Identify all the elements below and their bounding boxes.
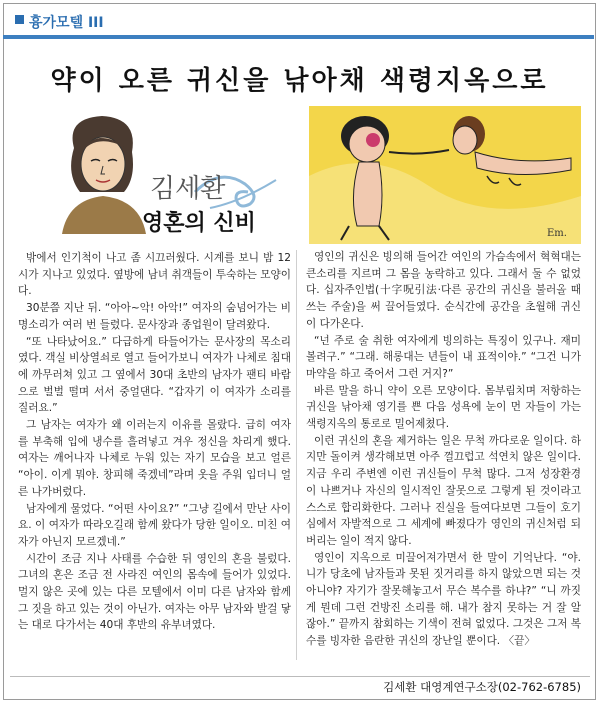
article-body-left bbox=[18, 250, 291, 634]
paragraph: 남자에게 물었다. “어떤 사이요?” “그냥 길에서 만난 사이요. 이 여자가 따라오길래 함께 왔다가 당한 일이오. 미친 여자가 아닌지 모르겠네.” bbox=[18, 502, 291, 548]
author-credit: 김세환 대영계연구소장(02-762-6785) bbox=[383, 680, 581, 694]
column-divider bbox=[296, 250, 297, 660]
paragraph: 시간이 조금 지나 사태를 수습한 뒤 영인의 혼을 불렀다. 그녀의 혼은 조금 전 사라진 여인의 몸속에 들어가 있었다. 멀지 않은 곳에 있는 다른 모텔에서 이미 다른 남자와 함께 그 짓을 하고 있는 것이 아닌가. 여자는 아무 남자와 발걸 닿는 대로 다가서는 40대 후반의 유부녀였다. bbox=[18, 552, 291, 632]
article-headline: 약이 오른 귀신을 낚아채 색령지옥으로 bbox=[50, 66, 549, 96]
section-header bbox=[3, 3, 594, 39]
paragraph: 바른 말을 하니 약이 오른 모양이다. 몸부림치며 저항하는 귀신을 낚아채 영기를 쁜 다음 성욕에 눈이 먼 자들이 가는 색령지옥의 통로로 밀어제쳤다. bbox=[306, 384, 581, 431]
cartoon-signature: Em. bbox=[547, 228, 567, 239]
section-label: 흉가모텔 III bbox=[29, 15, 104, 31]
paragraph: 이런 귀신의 혼을 제거하는 일은 무척 까다로운 일이다. 하지만 돌이켜 생각해보면 아주 껄끄럽고 석연치 않은 일이다. 지금 우리 주변엔 이런 귀신들이 무척 많다. 그저 성장환경이 나쁘거나 자신의 일시적인 잘못으로 그렇게 된 것이라고 스스로 합리화한다. 그러나 진실을 들여다보면 그들이 호기심에서 자발적으로 그 세계에 빠졌다가 영인의 귀신처럼 되버리는 일이 적지 않다. bbox=[306, 434, 581, 547]
paragraph: “또 나타났어요.” 다급하게 타들어가는 문사장의 목소리였다. 객실 비상열쇠로 열고 들어가보니 여자가 나체로 침대에 까무러쳐 있고 그 옆에서 30대 초반의 남자가 팬티 바람으로 벌벌 떨며 서서 중얼댄다. “갑자기 이 여자가 소리를 질러요.” bbox=[18, 335, 291, 415]
paragraph: 30분쯤 지난 뒤. “아아~악! 아악!” 여자의 숨넘어가는 비명소리가 여러 번 들렸다. 문사장과 종업원이 달려왔다. bbox=[18, 302, 291, 331]
column-title: 영혼의 신비 bbox=[142, 211, 256, 236]
paragraph: 영인이 지옥으로 미끌어져가면서 한 말이 기억난다. “야. 니가 당초에 남자들과 못된 짓거리를 하지 않았으면 되는 것 아니야? 자기가 잘못해놓고서 무슨 복수를 하냐?” “니 까짓 게 뭔데 그런 건방진 소리를 해. 내가 참지 못하는 거 잘 알잖아.” 끝까지 참회하는 기색이 전혀 없었다. 그것은 그저 복수를 빙자한 음란한 귀신의 장난일 뿐이다. 〈끝〉 bbox=[306, 551, 581, 648]
paragraph: 영인의 귀신은 빙의해 들어간 여인의 가슴속에서 혁혁대는 큰소리를 지르며 그 몸을 농락하고 있다. 그래서 둘 수 없었다. 십자주인법(十字呪引法·다른 공간의 귀신을 불러올 때 쓰는 주술)을 써 끌어들였다. 순식간에 공간을 초월해 귀신이 다가온다. bbox=[306, 251, 581, 330]
cartoon-illustration bbox=[309, 106, 581, 244]
article-body-right bbox=[306, 249, 581, 650]
paragraph: “넌 주로 술 취한 여자에게 빙의하는 특징이 있구나. 재미볼려구.” “그래. 해롱대는 년들이 내 표적이야.” “그건 니가 마약을 하고 죽어서 그런 거지?” bbox=[306, 334, 581, 380]
footer-divider bbox=[10, 676, 590, 677]
square-bullet-icon bbox=[15, 15, 24, 24]
author-name: 김세환 bbox=[150, 174, 226, 204]
paragraph: 밖에서 인기척이 나고 좀 시끄러웠다. 시계를 보니 밤 12시가 지나고 있었다. 옆방에 남녀 취객들이 투숙하는 모양이다. bbox=[18, 252, 291, 298]
paragraph: 그 남자는 여자가 왜 이러는지 이유를 몰랐다. 급히 여자를 부축해 입에 냉수를 흘려넣고 겨우 정신을 차리게 했다. 여자는 깨어나자 나체로 누워 있는 자기 모습을 보고 얼른 “아이. 이게 뭐야. 창피해 죽겠네”라며 옷을 주워 입더니 얼른 나가버렸다. bbox=[18, 419, 291, 498]
